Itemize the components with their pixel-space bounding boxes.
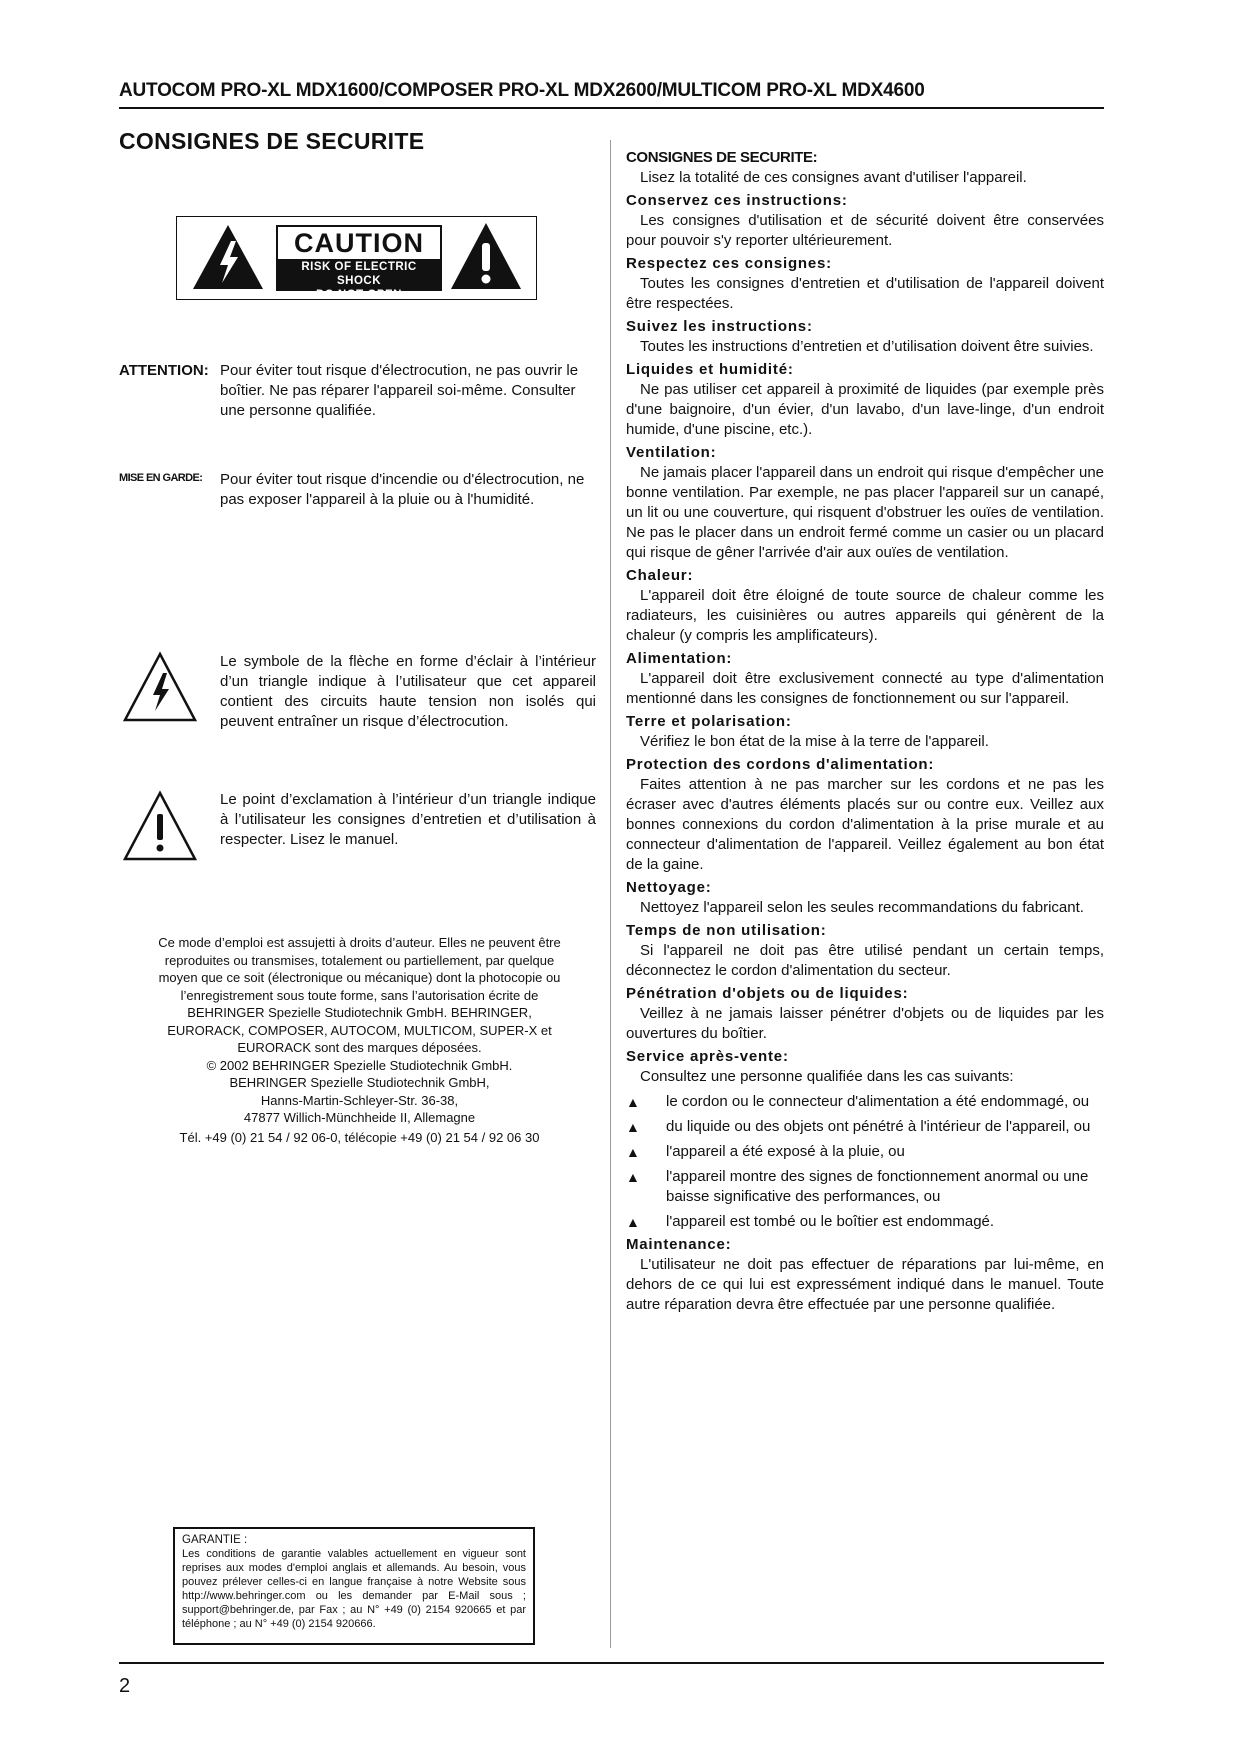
section-title: Chaleur:: [626, 567, 694, 584]
section-body: Si l'appareil ne doit pas être utilisé pendant un certain temps, déconnectez le cordon d'alimentation du secteur.: [626, 942, 1104, 979]
section-title: Pénétration d'objets ou de liquides:: [626, 985, 909, 1002]
section-title: Protection des cordons d'alimentation:: [626, 756, 935, 773]
footer-rule: [119, 1662, 1104, 1664]
section-title-maintenance: Maintenance:: [626, 1236, 732, 1253]
caution-line-2: DO NOT OPEN: [315, 289, 402, 301]
exclamation-symbol-text: Le point d’exclamation à l’intérieur d’un triangle indique à l’utilisateur les consignes d’entretien et d’utilisation à respecter. Lisez le manuel.: [220, 791, 596, 848]
copyright-line: moyen que ce soit (électronique ou mécanique) dont la photocopie ou: [158, 970, 561, 985]
caution-subtext: [278, 259, 440, 301]
copyright-line: BEHRINGER Spezielle Studiotechnik GmbH. BEHRINGER,: [187, 1005, 532, 1020]
copyright-line: 47877 Willich-Münchheide II, Allemagne: [243, 1110, 476, 1125]
section-body: Toutes les instructions d’entretien et d’utilisation doivent être suivies.: [640, 338, 1094, 355]
header-rule: [119, 107, 1104, 109]
guarantee-box: [173, 1527, 535, 1645]
copyright-line: reproduites ou transmises, totalement ou partiellement, par quelque: [164, 952, 555, 968]
safety-sections: [626, 191, 1104, 1044]
section-title-service: Service après-vente:: [626, 1048, 789, 1065]
section-title: Suivez les instructions:: [626, 318, 813, 335]
safety-intro: Lisez la totalité de ces consignes avant d'utiliser l'appareil.: [640, 169, 1027, 186]
bullet-text: l'appareil est tombé ou le boîtier est endommagé.: [666, 1213, 995, 1230]
attention-label: ATTENTION:: [119, 362, 209, 379]
section-title: Conservez ces instructions:: [626, 192, 848, 209]
triangle-bullet-icon: ▲: [626, 1169, 640, 1185]
exclamation-triangle-icon: [122, 790, 198, 862]
caution-line-1: RISK OF ELECTRIC SHOCK: [301, 261, 417, 287]
copyright-line: BEHRINGER Spezielle Studiotechnik GmbH,: [229, 1075, 490, 1090]
section-title: CONSIGNES DE SECURITE: [119, 128, 425, 154]
list-item: [626, 1142, 1104, 1162]
safety-heading: CONSIGNES DE SECURITE:: [626, 149, 818, 166]
bullet-text: le cordon ou le connecteur d'alimentation a été endommagé, ou: [666, 1093, 1090, 1110]
copyright-line: EURORACK sont des marques déposées.: [237, 1040, 482, 1055]
lightning-triangle-icon: [122, 651, 198, 723]
document-header: AUTOCOM PRO-XL MDX1600/COMPOSER PRO-XL MDX2600/MULTICOM PRO-XL MDX4600: [119, 80, 925, 101]
page-number: 2: [119, 1675, 131, 1697]
warning-text: Pour éviter tout risque d'incendie ou d'électrocution, ne pas exposer l'appareil à la pluie ou à l'humidité.: [220, 471, 585, 508]
copyright-line: Ce mode d’emploi est assujetti à droits d’auteur. Elles ne peuvent être: [158, 935, 561, 950]
caution-word: CAUTION: [294, 228, 424, 258]
copyright-line: l’enregistrement sous toute forme, sans l’autorisation écrite de: [180, 987, 539, 1003]
bullet-text: du liquide ou des objets ont pénétré à l'intérieur de l'appareil, ou: [666, 1118, 1091, 1135]
section-title: Respectez ces consignes:: [626, 255, 832, 272]
list-item: [626, 1092, 1104, 1112]
section-title: Terre et polarisation:: [626, 713, 792, 730]
copyright-notice: [119, 934, 600, 1146]
section-body: Les consignes d'utilisation et de sécurité doivent être conservées pour pouvoir s'y reporter ultérieurement.: [626, 212, 1104, 249]
triangle-bullet-icon: ▲: [626, 1214, 640, 1230]
column-divider: [610, 140, 611, 1648]
section-body: Veillez à ne jamais laisser pénétrer d'objets ou de liquides par les ouvertures du boîtier.: [626, 1005, 1104, 1042]
service-intro: Consultez une personne qualifiée dans les cas suivants:: [640, 1068, 1014, 1085]
bullet-text: l'appareil montre des signes de fonctionnement anormal ou une baisse significative des performances, ou: [666, 1168, 1089, 1205]
list-item: [626, 1167, 1104, 1207]
guarantee-text: Les conditions de garantie valables actuellement en vigueur sont reprises aux modes d'emploi anglais et allemands. Au besoin, vous pouvez prélever celles-ci en langue française à notre Website sous http://www.behringer.com ou les demander par E-Mail sous ; support@behringer.de, par Fax ; au N° +49 (0) 2154 920665 et par téléphone ; au N° +49 (0) 2154 920666.: [182, 1548, 526, 1630]
copyright-line: EURORACK, COMPOSER, AUTOCOM, MULTICOM, SUPER-X et: [167, 1022, 552, 1038]
section-title: Alimentation:: [626, 650, 733, 667]
bullet-text: l'appareil a été exposé à la pluie, ou: [666, 1143, 905, 1160]
exclamation-warning-icon: [449, 221, 523, 291]
section-body: Ne jamais placer l'appareil dans un endroit qui risque d'empêcher une bonne ventilation. Par exemple, ne pas placer l'appareil sur un canapé, un lit ou une couverture, qui risquent d'obstruer les ouïes de ventilation. Ne pas le placer dans un endroit fermé comme un casier ou un placard qui risque de gêner l'arrivée d'air aux ouïes de ventilation.: [626, 464, 1104, 561]
lightning-symbol-text: Le symbole de la flèche en forme d’éclair à l’intérieur d’un triangle indique à l’utilisateur que cet appareil contient des circuits haute tension non isolés qui peuvent entraîner un risque d’électrocution.: [220, 653, 596, 730]
caution-text-box: [276, 225, 442, 301]
section-title: Liquides et humidité:: [626, 361, 794, 378]
section-body: Ne pas utiliser cet appareil à proximité de liquides (par exemple près d'une baignoire, d'un évier, d'un lavabo, d'un lave-linge, d'un endroit humide, d'une piscine, etc.).: [626, 381, 1104, 438]
list-item: [626, 1117, 1104, 1137]
service-bullets: [626, 1092, 1104, 1232]
copyright-line: Hanns-Martin-Schleyer-Str. 36-38,: [260, 1092, 459, 1108]
section-body: Nettoyez l'appareil selon les seules recommandations du fabricant.: [640, 899, 1084, 916]
section-title: Temps de non utilisation:: [626, 922, 827, 939]
section-body: Toutes les consignes d'entretien et d'utilisation de l'appareil doivent être respectées.: [626, 275, 1104, 312]
safety-instructions-column: [626, 148, 1104, 1315]
section-body: L'appareil doit être éloigné de toute source de chaleur comme les radiateurs, les cuisinières ou autres appareils qui génèrent de la chaleur (y compris les amplificateurs).: [626, 587, 1104, 644]
section-body-maintenance: L'utilisateur ne doit pas effectuer de réparations par lui-même, en dehors de ce qui lui est expressément indiqué dans le manuel. Toute autre réparation devra être effectuée par une personne qualifiée.: [626, 1256, 1104, 1313]
section-body: Vérifiez le bon état de la mise à la terre de l'appareil.: [640, 733, 989, 750]
section-title: Nettoyage:: [626, 879, 712, 896]
warning-label: MISE EN GARDE:: [119, 472, 203, 484]
guarantee-title: GARANTIE :: [182, 1534, 248, 1546]
copyright-line: Tél. +49 (0) 21 54 / 92 06-0, télécopie +49 (0) 21 54 / 92 06 30: [179, 1129, 540, 1145]
lightning-warning-icon: [191, 223, 265, 291]
triangle-bullet-icon: ▲: [626, 1119, 640, 1135]
attention-text: Pour éviter tout risque d'électrocution, ne pas ouvrir le boîtier. Ne pas réparer l'appareil soi-même. Consulter une personne qualifiée.: [220, 362, 579, 419]
section-body: Faites attention à ne pas marcher sur les cordons et ne pas les écraser avec d'autres éléments placés sur ou contre eux. Veillez aux bonnes connexions du cordon d'alimentation à la prise murale et au connecteur d'alimentation de l'appareil. Veillez également au bon état de la gaine.: [626, 776, 1104, 873]
section-title: Ventilation:: [626, 444, 717, 461]
triangle-bullet-icon: ▲: [626, 1094, 640, 1110]
triangle-bullet-icon: ▲: [626, 1144, 640, 1160]
list-item: [626, 1212, 1104, 1232]
section-body: L'appareil doit être exclusivement connecté au type d'alimentation mentionné dans les consignes de fonctionnement ou sur l'appareil.: [626, 670, 1104, 707]
copyright-line: © 2002 BEHRINGER Spezielle Studiotechnik GmbH.: [206, 1057, 513, 1073]
